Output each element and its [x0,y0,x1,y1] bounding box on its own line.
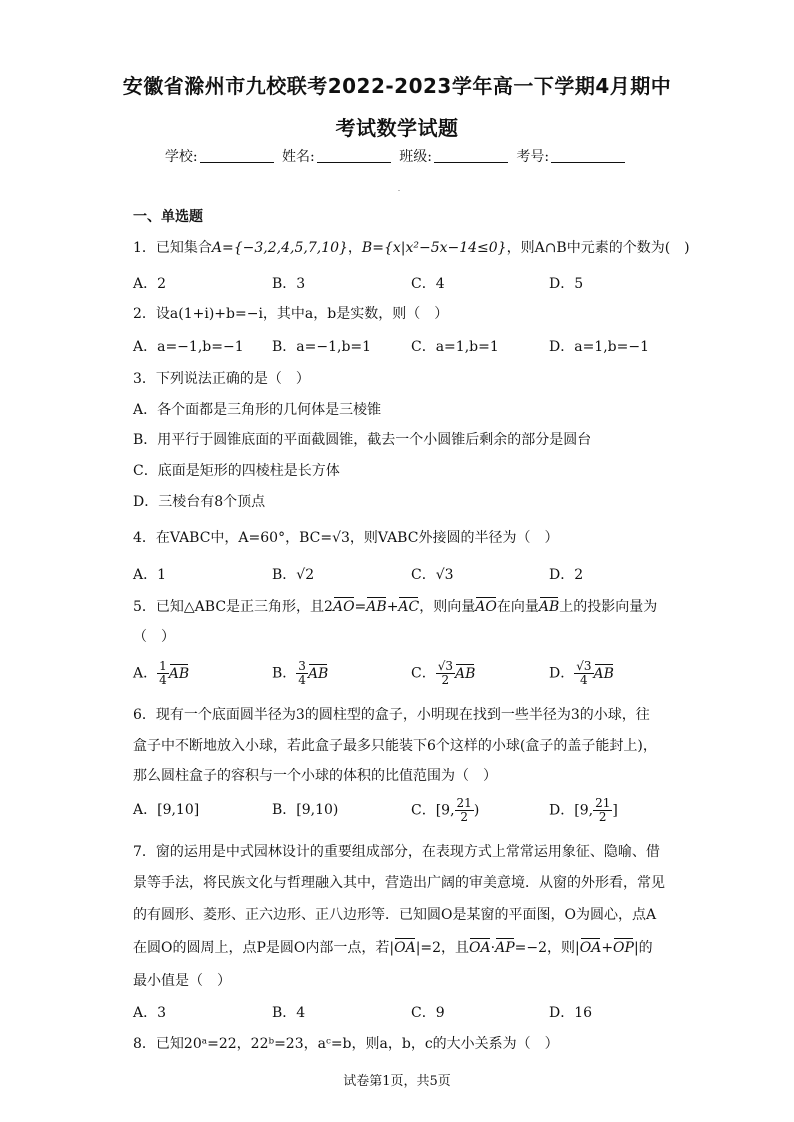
school-label: 学校: [164,149,198,165]
q1-set-a: A={−3,2,4,5,7,10} [211,240,348,256]
question-7-line-2: 景等手法，将民族文化与哲理融入其中，营造出广阔的审美意境．从窗的外形看，常见 [133,875,665,891]
q5-option-d-label: D． [549,665,575,682]
q5-option-c-vector: AB [455,665,476,682]
q6-option-c[interactable] [411,797,479,824]
student-info-row [0,146,794,166]
q6-option-d-label: D． [549,802,575,819]
q1-option-b[interactable]: B．3 [272,276,306,292]
q7-line4-f: |的 [633,940,653,956]
q5-eq: = [354,599,367,615]
q4-option-b[interactable]: B．√2 [272,567,315,583]
q7-vector-oa-3: OA [579,940,602,956]
q5-vector-ao: AO [332,599,355,615]
q5-option-a-label: A． [133,665,158,682]
q5-option-a-vector: AB [168,665,190,682]
question-5-stem [133,597,657,617]
q4-option-d[interactable]: D．2 [549,567,584,583]
q3-option-d[interactable]: D．三棱台有8个顶点 [133,494,266,510]
section-title: 一、单选题 [133,209,203,225]
q5-c-den: 2 [441,673,450,687]
question-3-stem: 3．下列说法正确的是（ ） [133,371,310,387]
question-8-stem: 8．已知20ᵃ=22，22ᵇ=23，aᶜ=b，则a，b，c的大小关系为（ ） [133,1036,559,1052]
q5-stem-end: （ ） [133,629,175,645]
q5-c-num: √3 [437,659,453,673]
divider-dot [398,190,400,191]
q5-option-b-fraction [296,660,308,687]
q5-vector-ac: AC [398,599,420,615]
page-title-line2: 考试数学试题 [335,116,459,140]
q5-option-d-vector: AB [593,665,614,682]
q5-stem-d: 上的投影向量为 [559,599,658,615]
question-6-line-2: 盒子中不断地放入小球，若此盒子最多只能装下6个这样的小球(盒子的盖子能封上)， [133,738,657,754]
q6-option-d[interactable] [549,797,618,824]
q5-option-a-fraction [157,660,169,687]
q5-stem-c: 在向量 [496,599,539,615]
question-6-line-1: 6．现有一个底面圆半径为3的圆柱型的盒子，小明现在找到一些半径为3的小球，往 [133,707,650,723]
page-title-line1: 安徽省滁州市九校联考2022-2023学年高一下学期4月期中 [122,74,672,98]
q3-option-a[interactable]: A．各个面都是三角形的几何体是三棱锥 [133,402,382,418]
q1-stem-b: ，则A∩B中元素的个数为( ) [506,240,690,256]
q7-option-c[interactable]: C．9 [411,1005,445,1021]
number-blank[interactable] [551,148,625,163]
q7-vector-op: OP [613,940,634,956]
q1-stem-a: 1．已知集合 [133,240,212,256]
q7-vector-ap: AP [495,940,515,956]
q5-d-den: 4 [580,673,588,687]
q5-option-d[interactable] [549,660,614,687]
q5-option-c-label: C． [411,665,436,682]
q7-line4-b: |=2，且 [415,940,470,956]
q7-line4-d: =−2，则| [514,940,580,956]
q5-stem-a: 5．已知△ABC是正三角形，且2 [133,599,333,615]
q2-option-a[interactable]: A．a=−1,b=−1 [133,339,244,355]
school-blank[interactable] [200,148,274,163]
q7-line4-e: + [601,940,614,956]
q6-d-den: 2 [598,810,607,824]
class-label: 班级: [399,149,432,165]
q5-option-d-fraction [574,660,593,687]
q5-option-a[interactable] [133,660,189,687]
q5-d-num: √3 [576,659,592,673]
q7-option-a[interactable]: A．3 [133,1005,167,1021]
q1-option-a[interactable]: A．2 [133,276,167,292]
q6-option-c-fraction [455,797,474,824]
q6-c-den: 2 [460,810,468,824]
q5-option-b-label: B． [272,665,297,682]
q5-vector-ab-2: AB [538,599,560,615]
q6-option-d-left: [9, [574,802,594,819]
q4-option-c[interactable]: C．√3 [411,567,454,583]
question-1-stem [133,238,690,258]
q6-option-b[interactable]: B．[9,10) [272,802,339,818]
q1-option-d[interactable]: D．5 [549,276,584,292]
q6-option-a[interactable]: A．[9,10] [133,802,200,818]
q2-option-d[interactable]: D．a=1,b=−1 [549,339,649,355]
q7-option-b[interactable]: B．4 [272,1005,306,1021]
q1-option-c[interactable]: C．4 [411,276,445,292]
question-7-line-5: 最小值是（ ） [133,973,231,989]
q5-option-c[interactable] [411,660,475,687]
q7-option-d[interactable]: D．16 [549,1005,593,1021]
class-blank[interactable] [434,148,508,163]
q5-option-b-vector: AB [307,665,329,682]
q6-option-c-right: ) [473,802,480,819]
question-7-line-4 [133,938,653,958]
q5-b-den: 4 [298,673,306,687]
q4-option-a[interactable]: A．1 [133,567,167,583]
q5-a-den: 4 [159,673,167,687]
q2-option-b[interactable]: B．a=−1,b=1 [272,339,372,355]
q7-vector-oa: OA [394,940,416,956]
q5-b-num: 3 [298,659,306,673]
q5-plus: + [386,599,399,615]
q6-option-d-fraction [593,797,612,824]
name-label: 姓名: [282,149,315,165]
question-7-line-3: 的有圆形、菱形、正六边形、正八边形等．已知圆O是某窗的平面图，O为圆心，点A [133,907,657,923]
name-blank[interactable] [317,148,391,163]
q7-vector-oa-2: OA [469,940,491,956]
question-4-stem: 4．在VABC中，A=60°，BC=√3，则VABC外接圆的半径为（ ） [133,530,559,546]
q6-d-num: 21 [595,796,611,810]
q5-stem-b: ，则向量 [419,599,476,615]
q3-option-b[interactable]: B．用平行于圆锥底面的平面截圆锥，截去一个小圆锥后剩余的部分是圆台 [133,432,592,448]
q1-set-b: B={x|x²−5x−14≤0} [361,240,507,256]
q6-option-d-right: ] [612,802,618,819]
q5-option-b[interactable] [272,660,328,687]
q5-vector-ao-2: AO [475,599,497,615]
question-7-line-1: 7．窗的运用是中式园林设计的重要组成部分，在表现方式上常常运用象征、隐喻、借 [133,844,660,860]
q6-option-c-left: [9, [435,802,455,819]
q5-a-num: 1 [159,659,167,673]
q6-option-c-label: C． [411,802,436,819]
q2-option-c[interactable]: C．a=1,b=1 [411,339,499,355]
question-6-line-3: 那么圆柱盒子的容积与一个小球的体积的比值范围为（ ） [133,768,497,784]
q7-line4-c: · [490,940,496,956]
q7-line4-a: 在圆O的圆周上，点P是圆O内部一点，若| [133,940,395,956]
question-2-stem: 2．设a(1+i)+b=−i，其中a，b是实数，则（ ） [133,306,449,322]
q1-sep: ， [347,240,362,256]
q5-option-c-fraction [436,660,455,687]
q3-option-c[interactable]: C．底面是矩形的四棱柱是长方体 [133,463,340,479]
number-label: 考号: [516,149,550,165]
q6-c-num: 21 [456,796,472,810]
q5-vector-ab: AB [366,599,387,615]
page-footer: 试卷第1页，共5页 [343,1074,451,1089]
